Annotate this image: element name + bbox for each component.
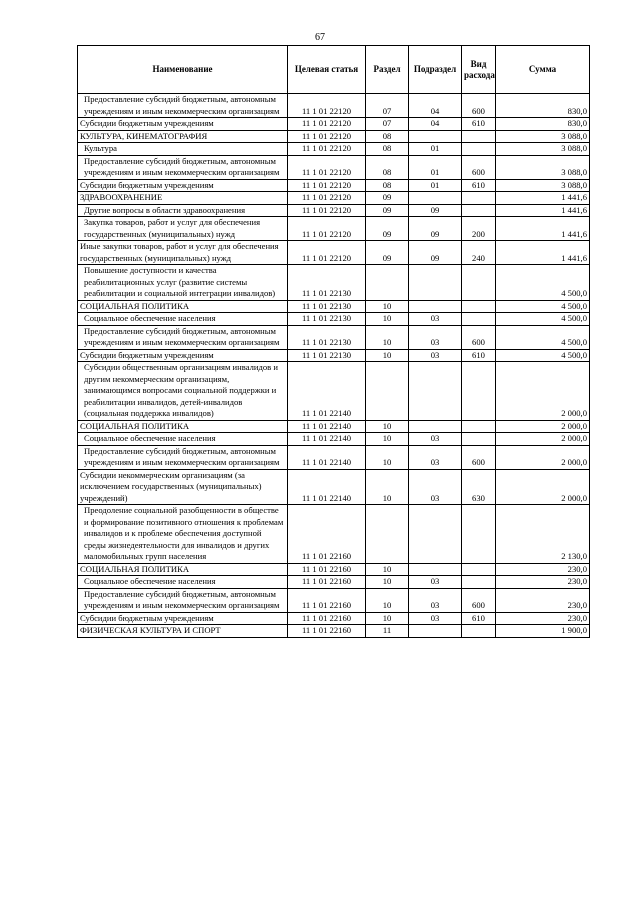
row-name-cell: Социальное обеспечение населения — [78, 313, 288, 326]
row-target-article-cell: 11 1 01 22140 — [288, 362, 366, 421]
row-expense-type-cell: 630 — [462, 469, 496, 505]
row-section-cell — [366, 265, 409, 301]
row-section-cell: 10 — [366, 325, 409, 349]
row-subsection-cell: 03 — [409, 576, 462, 589]
row-name-cell: СОЦИАЛЬНАЯ ПОЛИТИКА — [78, 300, 288, 313]
row-name-cell: Другие вопросы в области здравоохранения — [78, 204, 288, 217]
row-target-article-cell: 11 1 01 22160 — [288, 625, 366, 638]
row-target-article-cell: 11 1 01 22140 — [288, 469, 366, 505]
row-target-article-cell: 11 1 01 22160 — [288, 563, 366, 576]
row-sum-cell: 230,0 — [496, 588, 590, 612]
row-target-article-cell: 11 1 01 22130 — [288, 265, 366, 301]
table-row — [78, 563, 590, 576]
row-name-cell: Субсидии бюджетным учреждениям — [78, 612, 288, 625]
row-sum-cell: 4 500,0 — [496, 265, 590, 301]
row-name-cell: Субсидии бюджетным учреждениям — [78, 179, 288, 192]
row-section-cell: 10 — [366, 445, 409, 469]
row-subsection-cell: 03 — [409, 445, 462, 469]
row-subsection-cell: 09 — [409, 241, 462, 265]
row-sum-cell: 3 088,0 — [496, 143, 590, 156]
row-expense-type-cell — [462, 625, 496, 638]
column-header-sum: Сумма — [496, 46, 590, 94]
row-name-cell: Социальное обеспечение населения — [78, 576, 288, 589]
row-name-cell: Преодоление социальной разобщенности в обществе и формирование позитивного отношения к проблемам инвалидов и к проблеме обеспечения доступной среды жизнедеятельности для инвалидов и других маломобильных групп населения — [78, 505, 288, 564]
row-expense-type-cell — [462, 130, 496, 143]
row-expense-type-cell — [462, 576, 496, 589]
row-name-cell: Закупка товаров, работ и услуг для обеспечения государственных (муниципальных) нужд — [78, 217, 288, 241]
row-subsection-cell: 04 — [409, 118, 462, 131]
row-section-cell: 07 — [366, 94, 409, 118]
table-row — [78, 241, 590, 265]
row-subsection-cell: 01 — [409, 143, 462, 156]
row-target-article-cell: 11 1 01 22120 — [288, 192, 366, 205]
row-expense-type-cell: 600 — [462, 588, 496, 612]
table-row — [78, 625, 590, 638]
row-sum-cell: 2 000,0 — [496, 433, 590, 446]
row-target-article-cell: 11 1 01 22120 — [288, 94, 366, 118]
row-section-cell: 08 — [366, 155, 409, 179]
row-sum-cell: 4 500,0 — [496, 349, 590, 362]
row-target-article-cell: 11 1 01 22120 — [288, 155, 366, 179]
row-name-cell: Предоставление субсидий бюджетным, автономным учреждениям и иным некоммерческим организациям — [78, 94, 288, 118]
row-section-cell: 07 — [366, 118, 409, 131]
row-sum-cell: 830,0 — [496, 94, 590, 118]
row-name-cell: ФИЗИЧЕСКАЯ КУЛЬТУРА И СПОРТ — [78, 625, 288, 638]
row-name-cell: Предоставление субсидий бюджетным, автономным учреждениям и иным некоммерческим организациям — [78, 588, 288, 612]
row-expense-type-cell — [462, 265, 496, 301]
row-expense-type-cell: 610 — [462, 612, 496, 625]
table-header-row — [78, 46, 590, 94]
row-section-cell: 10 — [366, 433, 409, 446]
row-subsection-cell: 03 — [409, 325, 462, 349]
table-row — [78, 265, 590, 301]
row-target-article-cell: 11 1 01 22120 — [288, 130, 366, 143]
row-sum-cell: 4 500,0 — [496, 313, 590, 326]
row-target-article-cell: 11 1 01 22130 — [288, 349, 366, 362]
column-header-name: Наименование — [78, 46, 288, 94]
row-subsection-cell: 01 — [409, 155, 462, 179]
row-name-cell: Субсидии бюджетным учреждениям — [78, 349, 288, 362]
row-expense-type-cell: 600 — [462, 445, 496, 469]
table-row — [78, 588, 590, 612]
row-name-cell: Предоставление субсидий бюджетным, автономным учреждениям и иным некоммерческим организациям — [78, 325, 288, 349]
row-name-cell: Субсидии бюджетным учреждениям — [78, 118, 288, 131]
row-section-cell: 09 — [366, 241, 409, 265]
row-subsection-cell: 04 — [409, 94, 462, 118]
row-sum-cell: 230,0 — [496, 612, 590, 625]
table-row — [78, 469, 590, 505]
table-row — [78, 94, 590, 118]
table-row — [78, 445, 590, 469]
row-name-cell: Предоставление субсидий бюджетным, автономным учреждениям и иным некоммерческим организациям — [78, 155, 288, 179]
row-section-cell: 09 — [366, 192, 409, 205]
row-expense-type-cell: 600 — [462, 325, 496, 349]
row-target-article-cell: 11 1 01 22120 — [288, 118, 366, 131]
row-sum-cell: 1 441,6 — [496, 241, 590, 265]
row-target-article-cell: 11 1 01 22160 — [288, 612, 366, 625]
row-section-cell — [366, 362, 409, 421]
row-subsection-cell — [409, 505, 462, 564]
table-row — [78, 420, 590, 433]
row-subsection-cell: 03 — [409, 433, 462, 446]
row-sum-cell: 1 441,6 — [496, 217, 590, 241]
table-row — [78, 362, 590, 421]
row-expense-type-cell: 610 — [462, 349, 496, 362]
row-sum-cell: 4 500,0 — [496, 300, 590, 313]
row-subsection-cell — [409, 300, 462, 313]
row-name-cell: ЗДРАВООХРАНЕНИЕ — [78, 192, 288, 205]
row-name-cell: Иные закупки товаров, работ и услуг для обеспечения государственных (муниципальных) нужд — [78, 241, 288, 265]
row-section-cell: 10 — [366, 469, 409, 505]
row-expense-type-cell — [462, 362, 496, 421]
row-subsection-cell: 03 — [409, 612, 462, 625]
row-subsection-cell: 03 — [409, 469, 462, 505]
row-target-article-cell: 11 1 01 22140 — [288, 420, 366, 433]
row-section-cell: 08 — [366, 143, 409, 156]
table-row — [78, 505, 590, 564]
row-sum-cell: 2 000,0 — [496, 469, 590, 505]
row-subsection-cell — [409, 362, 462, 421]
row-expense-type-cell — [462, 433, 496, 446]
table-row — [78, 300, 590, 313]
page-number: 67 — [315, 32, 325, 43]
row-section-cell: 08 — [366, 130, 409, 143]
column-header-subsection: Подраздел — [409, 46, 462, 94]
row-target-article-cell: 11 1 01 22140 — [288, 445, 366, 469]
row-target-article-cell: 11 1 01 22120 — [288, 179, 366, 192]
row-target-article-cell: 11 1 01 22130 — [288, 313, 366, 326]
table-row — [78, 217, 590, 241]
row-expense-type-cell — [462, 300, 496, 313]
row-section-cell: 10 — [366, 313, 409, 326]
row-expense-type-cell — [462, 420, 496, 433]
row-subsection-cell — [409, 563, 462, 576]
row-target-article-cell: 11 1 01 22120 — [288, 143, 366, 156]
row-expense-type-cell: 600 — [462, 155, 496, 179]
row-target-article-cell: 11 1 01 22160 — [288, 505, 366, 564]
table-row — [78, 349, 590, 362]
row-sum-cell: 2 000,0 — [496, 362, 590, 421]
row-expense-type-cell — [462, 505, 496, 564]
row-subsection-cell — [409, 130, 462, 143]
row-subsection-cell: 09 — [409, 217, 462, 241]
table-row — [78, 313, 590, 326]
row-target-article-cell: 11 1 01 22140 — [288, 433, 366, 446]
row-section-cell: 10 — [366, 612, 409, 625]
row-section-cell: 09 — [366, 217, 409, 241]
row-subsection-cell: 09 — [409, 204, 462, 217]
table-row — [78, 143, 590, 156]
row-section-cell: 10 — [366, 563, 409, 576]
row-expense-type-cell — [462, 192, 496, 205]
row-section-cell: 10 — [366, 349, 409, 362]
table-row — [78, 192, 590, 205]
row-name-cell: СОЦИАЛЬНАЯ ПОЛИТИКА — [78, 420, 288, 433]
row-name-cell: СОЦИАЛЬНАЯ ПОЛИТИКА — [78, 563, 288, 576]
table-row — [78, 325, 590, 349]
budget-table — [77, 45, 590, 638]
row-name-cell: Культура — [78, 143, 288, 156]
row-sum-cell: 3 088,0 — [496, 130, 590, 143]
row-section-cell: 10 — [366, 588, 409, 612]
row-subsection-cell — [409, 625, 462, 638]
row-expense-type-cell: 200 — [462, 217, 496, 241]
row-section-cell: 10 — [366, 576, 409, 589]
row-section-cell: 08 — [366, 179, 409, 192]
row-target-article-cell: 11 1 01 22120 — [288, 217, 366, 241]
row-sum-cell: 1 900,0 — [496, 625, 590, 638]
row-name-cell: Субсидии общественным организациям инвалидов и другим некоммерческим организациям, занимающимся вопросами социальной поддержки и реабилитации инвалидов, детей-инвалидов (социальная поддержка инвалидов) — [78, 362, 288, 421]
row-expense-type-cell — [462, 143, 496, 156]
row-name-cell: КУЛЬТУРА, КИНЕМАТОГРАФИЯ — [78, 130, 288, 143]
row-sum-cell: 2 130,0 — [496, 505, 590, 564]
row-target-article-cell: 11 1 01 22130 — [288, 300, 366, 313]
table-row — [78, 179, 590, 192]
row-sum-cell: 230,0 — [496, 563, 590, 576]
row-sum-cell: 830,0 — [496, 118, 590, 131]
column-header-expense-type: Вид расхода — [462, 46, 496, 94]
row-subsection-cell: 01 — [409, 179, 462, 192]
row-target-article-cell: 11 1 01 22120 — [288, 204, 366, 217]
table-row — [78, 130, 590, 143]
row-subsection-cell: 03 — [409, 349, 462, 362]
row-section-cell: 10 — [366, 420, 409, 433]
row-expense-type-cell — [462, 204, 496, 217]
column-header-target-article: Целевая статья — [288, 46, 366, 94]
table-row — [78, 204, 590, 217]
row-sum-cell: 3 088,0 — [496, 179, 590, 192]
table-row — [78, 433, 590, 446]
row-subsection-cell: 03 — [409, 588, 462, 612]
row-expense-type-cell: 240 — [462, 241, 496, 265]
table-row — [78, 576, 590, 589]
row-sum-cell: 2 000,0 — [496, 420, 590, 433]
row-section-cell: 11 — [366, 625, 409, 638]
row-section-cell: 09 — [366, 204, 409, 217]
row-name-cell: Повышение доступности и качества реабилитационных услуг (развитие системы реабилитации и социальной интеграции инвалидов) — [78, 265, 288, 301]
row-name-cell: Социальное обеспечение населения — [78, 433, 288, 446]
row-sum-cell: 4 500,0 — [496, 325, 590, 349]
row-section-cell: 10 — [366, 300, 409, 313]
row-section-cell — [366, 505, 409, 564]
row-target-article-cell: 11 1 01 22130 — [288, 325, 366, 349]
row-name-cell: Субсидии некоммерческим организациям (за исключением государственных (муниципальных) учреждений) — [78, 469, 288, 505]
row-sum-cell: 230,0 — [496, 576, 590, 589]
table-row — [78, 612, 590, 625]
row-subsection-cell: 03 — [409, 313, 462, 326]
row-expense-type-cell: 610 — [462, 179, 496, 192]
row-expense-type-cell: 610 — [462, 118, 496, 131]
row-sum-cell: 3 088,0 — [496, 155, 590, 179]
row-target-article-cell: 11 1 01 22160 — [288, 588, 366, 612]
row-target-article-cell: 11 1 01 22120 — [288, 241, 366, 265]
row-subsection-cell — [409, 192, 462, 205]
row-expense-type-cell: 600 — [462, 94, 496, 118]
row-expense-type-cell — [462, 563, 496, 576]
row-sum-cell: 1 441,6 — [496, 192, 590, 205]
table-row — [78, 155, 590, 179]
row-expense-type-cell — [462, 313, 496, 326]
row-name-cell: Предоставление субсидий бюджетным, автономным учреждениям и иным некоммерческим организациям — [78, 445, 288, 469]
column-header-section: Раздел — [366, 46, 409, 94]
table-row — [78, 118, 590, 131]
row-sum-cell: 1 441,6 — [496, 204, 590, 217]
row-sum-cell: 2 000,0 — [496, 445, 590, 469]
row-target-article-cell: 11 1 01 22160 — [288, 576, 366, 589]
row-subsection-cell — [409, 420, 462, 433]
row-subsection-cell — [409, 265, 462, 301]
